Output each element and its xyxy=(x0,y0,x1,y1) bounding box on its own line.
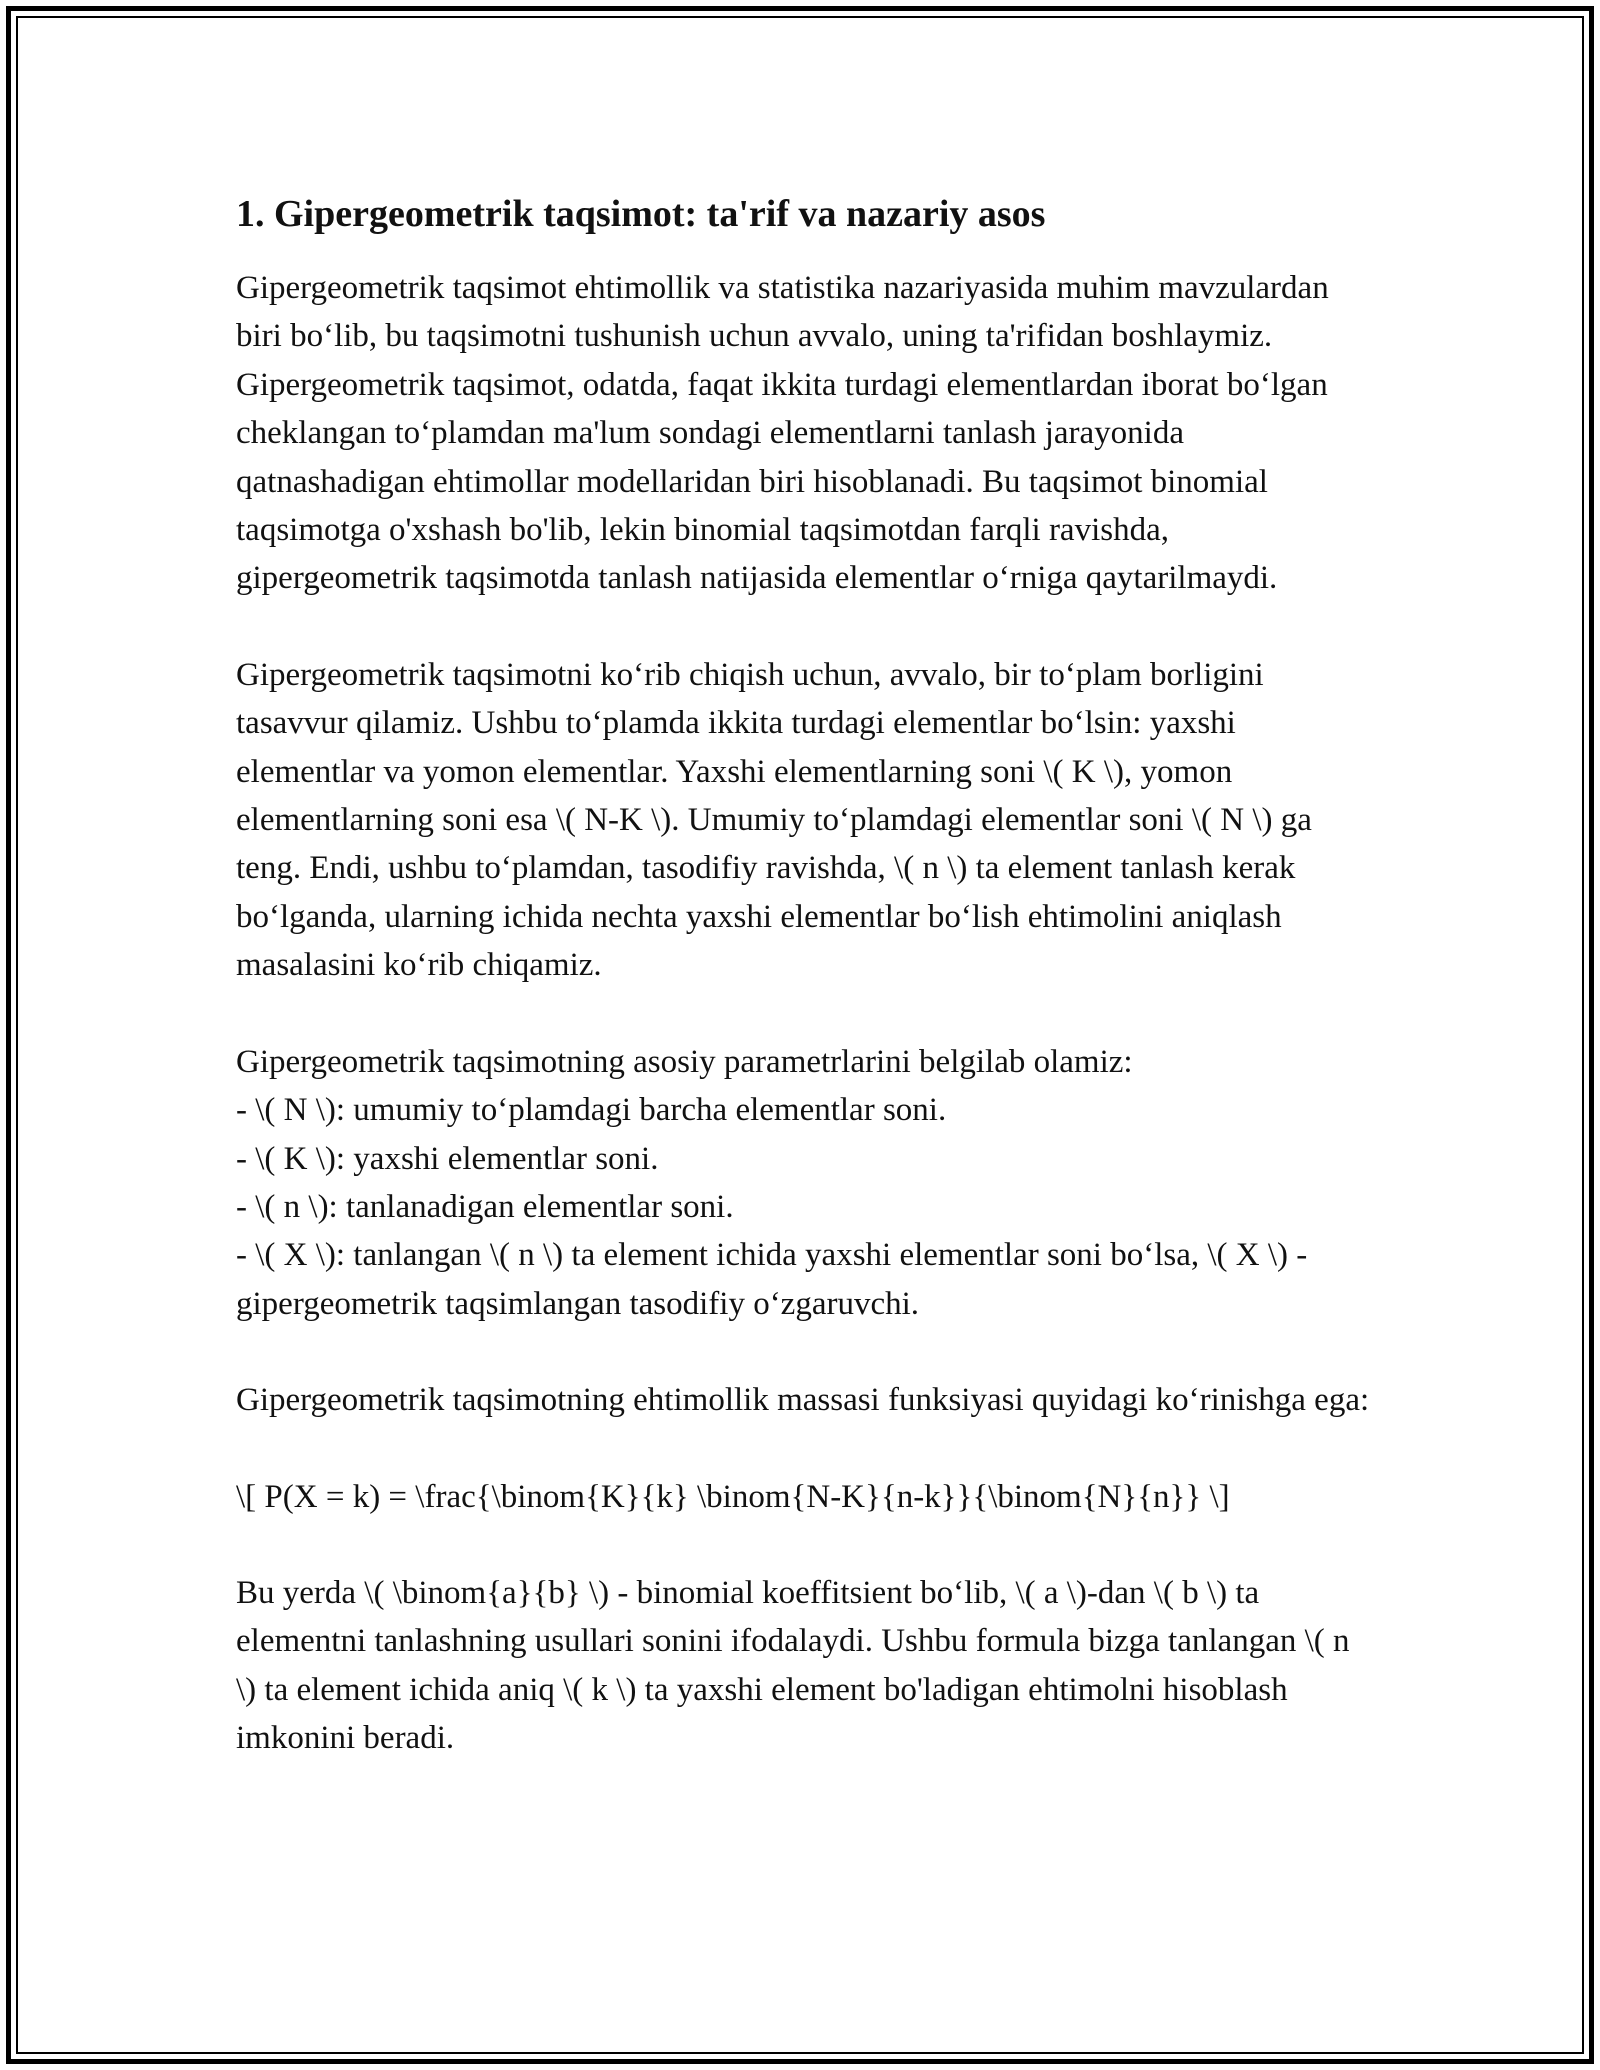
paragraph-conclusion: Bu yerda \( \binom{a}{b} \) - binomial koeffitsient boʻlib, \( a \)-dan \( b \) ta elementni tanlashning usullari sonini ifodalaydi. Ushbu formula bizga tanlangan \( n \) ta element ichida aniq \( k \) ta yaxshi element bo'ladigan ehtimolni hisoblash imkonini beradi. xyxy=(236,1574,1350,1757)
parameter-item-X: - \( X \): tanlangan \( n \) ta element ichida yaxshi elementlar soni boʻlsa, \( X \) - gipergeometrik taqsimlangan tasodifiy oʻzgaruvchi. xyxy=(236,1237,1308,1322)
parameters-block xyxy=(236,1038,1376,1328)
section-heading: 1. Gipergeometrik taqsimot: ta'rif va nazariy asos xyxy=(236,193,1046,235)
parameter-item-N: - \( N \): umumiy toʻplamdagi barcha elementlar soni. xyxy=(236,1092,947,1129)
pmf-intro: Gipergeometrik taqsimotning ehtimollik massasi funksiyasi quyidagi koʻrinishga ega: xyxy=(236,1382,1370,1419)
document-body xyxy=(236,188,1376,1811)
pmf-formula: \[ P(X = k) = \frac{\binom{K}{k} \binom{N-K}{n-k}}{\binom{N}{n}} \] xyxy=(236,1478,1230,1515)
parameters-intro: Gipergeometrik taqsimotning asosiy parametrlarini belgilab olamiz: xyxy=(236,1043,1133,1080)
parameter-item-K: - \( K \): yaxshi elementlar soni. xyxy=(236,1140,659,1177)
paragraph-definition: Gipergeometrik taqsimot ehtimollik va statistika nazariyasida muhim mavzulardan biri boʻlib, bu taqsimotni tushunish uchun avvalo, uning ta'rifidan boshlaymiz. Gipergeometrik taqsimot, odatda, faqat ikkita turdagi elementlardan iborat boʻlgan cheklangan toʻplamdan ma'lum sondagi elementlarni tanlash jarayonida qatnashadigan ehtimollar modellaridan biri hisoblanadi. Bu taqsimot binomial taqsimotga o'xshash bo'lib, lekin binomial taqsimotdan farqli ravishda, gipergeometrik taqsimotda tanlash natijasida elementlar oʻrniga qaytarilmaydi. xyxy=(236,270,1329,597)
parameter-item-n: - \( n \): tanlanadigan elementlar soni. xyxy=(236,1188,734,1225)
paragraph-setup: Gipergeometrik taqsimotni koʻrib chiqish uchun, avvalo, bir toʻplam borligini tasavvur qilamiz. Ushbu toʻplamda ikkita turdagi elementlar boʻlsin: yaxshi elementlar va yomon elementlar. Yaxshi elementlarning soni \( K \), yomon elementlarning soni esa \( N-K \). Umumiy toʻplamdagi elementlar soni \( N \) ga teng. Endi, ushbu toʻplamdan, tasodifiy ravishda, \( n \) ta element tanlash kerak boʻlganda, ularning ichida nechta yaxshi elementlar boʻlish ehtimolini aniqlash masalasini koʻrib chiqamiz. xyxy=(236,656,1312,984)
